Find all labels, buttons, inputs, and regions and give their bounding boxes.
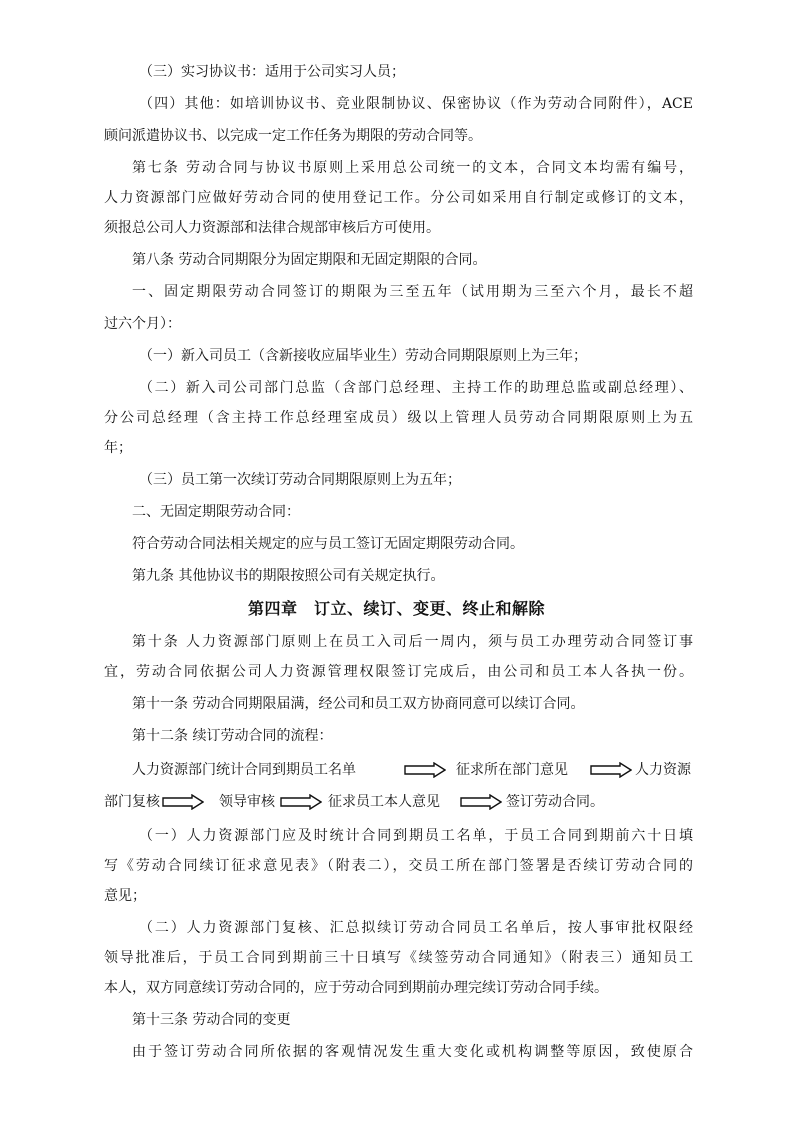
flow-step-sign-contract: 签订劳动合同。 [506, 794, 604, 810]
arrow-right-icon [162, 794, 204, 810]
clause-other-agreements-cont: 顾问派遣协议书、以完成一定工作任务为期限的劳动合同等。 [104, 128, 482, 144]
open-term-heading: 二、无固定期限劳动合同： [132, 504, 300, 520]
renewal-flow-line-1 [104, 760, 693, 782]
article-13: 第十三条 劳动合同的变更 [132, 1012, 291, 1028]
article-10-line-2: 宜，劳动合同依据公司人力资源管理权限签订完成后，由公司和员工本人各执一份。 [104, 664, 693, 680]
flow-step-statistics: 人力资源部门统计合同到期员工名单 [132, 762, 356, 778]
article-8: 第八条 劳动合同期限分为固定期限和无固定期限的合同。 [132, 252, 487, 268]
renewal-item-2-line-3: 本人，双方同意续订劳动合同的，应于劳动合同到期前办理完续订劳动合同手续。 [104, 980, 608, 996]
renewal-item-1-line-3: 意见； [104, 888, 146, 904]
article-11: 第十一条 劳动合同期限届满，经公司和员工双方协商同意可以续订合同。 [132, 696, 585, 712]
fixed-term-item-2-line-1: （二）新入司公司部门总监（含部门总经理、主持工作的助理总监或副总经理）、 [139, 380, 693, 396]
clause-internship-agreement: （三）实习协议书：适用于公司实习人员； [139, 64, 405, 80]
fixed-term-item-2-line-3: 年； [104, 440, 132, 456]
chapter-heading: 第四章 订立、续订、变更、终止和解除 [247, 599, 545, 618]
flow-step-leader-review: 领导审核 [219, 794, 275, 810]
article-12: 第十二条 续订劳动合同的流程： [132, 728, 333, 744]
article-10-line-1: 第十条 人力资源部门原则上在员工入司后一周内，须与员工办理劳动合同签订事 [132, 634, 693, 650]
renewal-flow-line-2 [104, 792, 693, 814]
fixed-term-item-1: （一）新入司员工（含新接收应届毕业生）劳动合同期限原则上为三年； [139, 348, 587, 364]
arrow-right-icon [460, 794, 502, 810]
article-7-line-3: 须报总公司人力资源部和法律合规部审核后方可使用。 [104, 220, 440, 236]
flow-step-hr-a: 人力资源 [635, 762, 691, 778]
renewal-item-2-line-2: 领导批准后，于员工合同到期前三十日填写《续签劳动合同通知》（附表三）通知员工 [104, 950, 693, 966]
open-term-text: 符合劳动合同法相关规定的应与员工签订无固定期限劳动合同。 [132, 536, 524, 552]
clause-other-agreements: （四）其他：如培训协议书、竞业限制协议、保密协议（作为劳动合同附件），ACE [139, 96, 693, 112]
arrow-right-icon [280, 794, 322, 810]
flow-step-hr-b: 部门复核 [104, 794, 160, 810]
fixed-term-item-3: （三）员工第一次续订劳动合同期限原则上为五年； [139, 472, 461, 488]
fixed-term-item-2-line-2: 分公司总经理（含主持工作总经理室成员）级以上管理人员劳动合同期限原则上为五 [104, 410, 693, 426]
fixed-term-line-2: 过六个月）： [104, 316, 181, 332]
article-7-line-1: 第七条 劳动合同与协议书原则上采用总公司统一的文本，合同文本均需有编号， [132, 160, 693, 176]
arrow-right-icon [590, 762, 632, 778]
renewal-item-1-line-1: （一）人力资源部门应及时统计合同到期员工名单，于员工合同到期前六十日填 [139, 828, 693, 844]
article-13-text: 由于签订劳动合同所依据的客观情况发生重大变化或机构调整等原因，致使原合 [132, 1044, 693, 1060]
article-9: 第九条 其他协议书的期限按照公司有关规定执行。 [132, 568, 445, 584]
fixed-term-line-1: 一、固定期限劳动合同签订的期限为三至五年（试用期为三至六个月，最长不超 [132, 284, 693, 300]
flow-step-employee-opinion: 征求员工本人意见 [328, 794, 440, 810]
arrow-right-icon [404, 762, 446, 778]
flow-step-dept-opinion: 征求所在部门意见 [456, 762, 568, 778]
renewal-item-1-line-2: 写《劳动合同续订征求意见表》（附表二），交员工所在部门签署是否续订劳动合同的 [104, 858, 693, 874]
article-7-line-2: 人力资源部门应做好劳动合同的使用登记工作。分公司如采用自行制定或修订的文本， [104, 190, 693, 206]
renewal-item-2-line-1: （二）人力资源部门复核、汇总拟续订劳动合同员工名单后，按人事审批权限经 [139, 920, 693, 936]
